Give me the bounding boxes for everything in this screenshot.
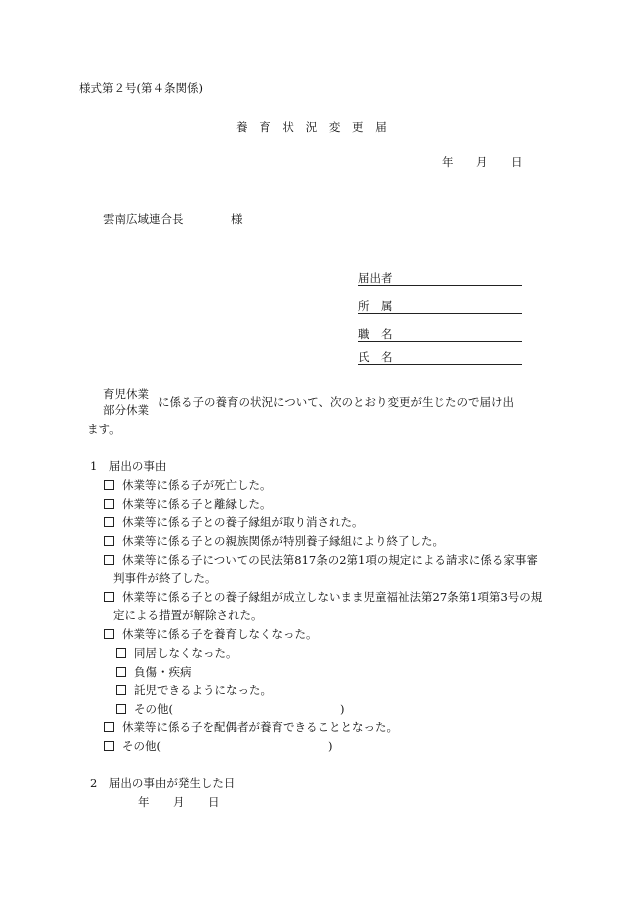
reason-item-label: 休業等に係る子との養子縁組が取り消された。	[122, 515, 364, 529]
reason-item-continued: 判事件が終了した。	[113, 571, 217, 585]
date-day-label: 日	[511, 155, 523, 169]
checkbox-icon[interactable]	[116, 648, 126, 658]
reason-item-label: 休業等に係る子との親族関係が特別養子縁組により終了した。	[122, 534, 444, 548]
checkbox-icon[interactable]	[116, 685, 126, 695]
date-month-label: 月	[476, 155, 488, 169]
addressee-honorific: 様	[231, 212, 243, 226]
reason-item-label: 休業等に係る子と離縁した。	[122, 497, 272, 511]
checkbox-icon[interactable]	[104, 555, 114, 565]
reason-subitem-label: 同居しなくなった。	[134, 646, 238, 660]
affiliation-label: 所 属	[358, 299, 393, 313]
checkbox-icon[interactable]	[104, 536, 114, 546]
reason-item-label: 休業等に係る子が死亡した。	[122, 478, 272, 492]
intro-text-continued: ます。	[87, 422, 121, 436]
submitter-underline	[358, 285, 522, 286]
leave-type-childcare: 育児休業	[103, 387, 149, 401]
reason-item[interactable]	[104, 517, 364, 529]
reason-subitem-label: 託児できるようになった。	[134, 683, 272, 697]
reason-item[interactable]	[104, 536, 444, 548]
occurrence-month-label: 月	[173, 795, 185, 809]
reason-item[interactable]	[104, 499, 272, 511]
addressee-name: 雲南広域連合長	[103, 212, 184, 226]
reason-item-label: 休業等に係る子についての民法第817条の2第1項の規定による請求に係る家事審	[122, 553, 538, 567]
reason-subitem[interactable]	[116, 648, 238, 660]
checkbox-icon[interactable]	[104, 480, 114, 490]
reason-item[interactable]	[104, 592, 542, 604]
reason-subitem[interactable]	[116, 685, 272, 697]
checkbox-icon[interactable]	[104, 592, 114, 602]
leave-type-partial: 部分休業	[103, 403, 149, 417]
name-label: 氏 名	[358, 350, 393, 364]
reason-item-continued: 定による措置が解除された。	[113, 608, 263, 622]
date-year-label: 年	[442, 155, 454, 169]
checkbox-icon[interactable]	[104, 741, 114, 751]
reason-item-label: 休業等に係る子との養子縁組が成立しないまま児童福祉法第27条第1項第3号の規	[122, 590, 543, 604]
checkbox-icon[interactable]	[116, 704, 126, 714]
checkbox-icon[interactable]	[104, 499, 114, 509]
reason-subitem[interactable]	[116, 667, 192, 679]
reason-subitem-label: その他(	[134, 702, 173, 716]
reason-item[interactable]	[104, 629, 318, 641]
position-field[interactable]	[358, 341, 522, 342]
occurrence-day-label: 日	[208, 795, 220, 809]
reason-subitem-label: 負傷・疾病	[134, 665, 192, 679]
submitter-line	[358, 273, 522, 285]
reason-item-label: 休業等に係る子を養育しなくなった。	[122, 627, 318, 641]
section1-heading: 1 届出の事由	[90, 459, 167, 473]
name-field[interactable]	[358, 364, 522, 365]
checkbox-icon[interactable]	[104, 629, 114, 639]
reason-subitem-other[interactable]	[116, 704, 173, 716]
reason-item[interactable]	[104, 722, 398, 734]
form-number: 様式第２号(第４条関係)	[79, 81, 203, 95]
reason-item[interactable]	[104, 480, 272, 492]
checkbox-icon[interactable]	[104, 722, 114, 732]
reason-item-label: 休業等に係る子を配偶者が養育できることとなった。	[122, 720, 398, 734]
sub-other-close-paren: )	[340, 702, 345, 716]
section2-heading: 2 届出の事由が発生した日	[90, 776, 236, 790]
checkbox-icon[interactable]	[116, 667, 126, 677]
position-label: 職 名	[358, 327, 393, 341]
affiliation-field[interactable]	[358, 313, 522, 314]
document-title: 養 育 状 況 変 更 届	[236, 120, 391, 134]
reason-item[interactable]	[104, 555, 538, 567]
submitter-label: 届出者	[358, 271, 393, 285]
checkbox-icon[interactable]	[104, 517, 114, 527]
intro-text: に係る子の養育の状況について、次のとおり変更が生じたので届け出	[158, 395, 515, 409]
reason-item-label: その他(	[122, 739, 161, 753]
other-close-paren: )	[328, 739, 333, 753]
reason-item-other[interactable]	[104, 741, 161, 753]
occurrence-year-label: 年	[138, 795, 150, 809]
